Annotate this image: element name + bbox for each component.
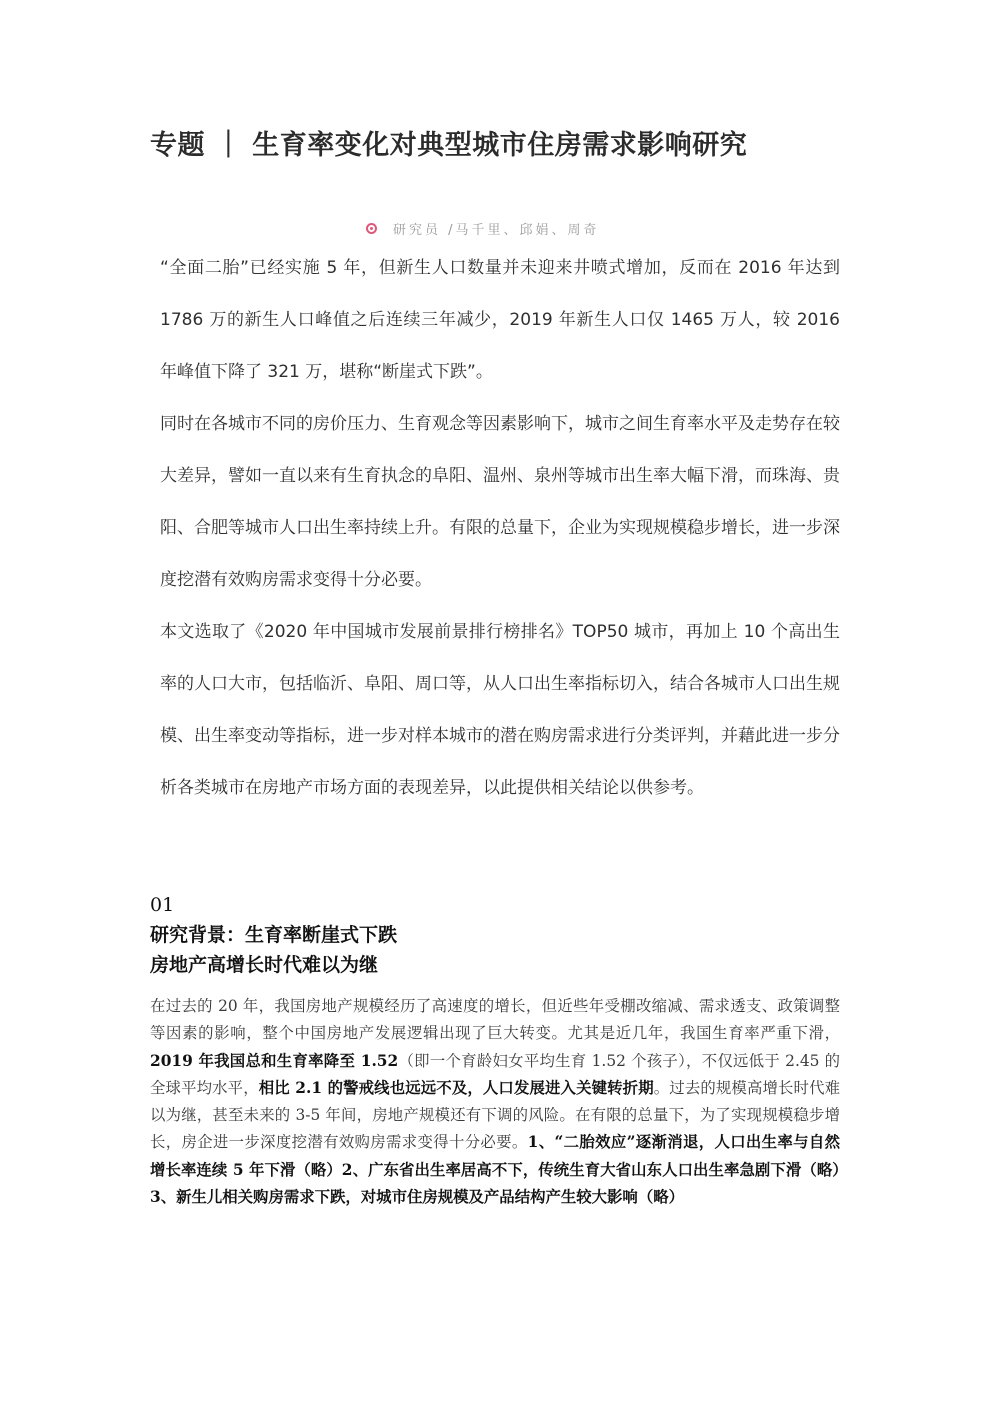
body-text-segment: 在过去的 20 年，我国房地产规模经历了高速度的增长，但近些年受棚改缩减、需求透支、政策调整等因素的影响，整个中国房地产发展逻辑出现了巨大转变。尤其是近几年，我国生育率严重下滑， xyxy=(150,997,840,1043)
section-heading xyxy=(150,890,790,980)
section-heading-line-1 xyxy=(150,890,790,950)
section-number: 01 xyxy=(150,894,175,916)
intro-section xyxy=(160,242,840,814)
section-heading-text-1: 研究背景：生育率断崖式下跌 xyxy=(150,924,398,946)
intro-paragraph: “全面二胎”已经实施 5 年，但新生人口数量并未迎来井喷式增加，反而在 2016 年达到 1786 万的新生人口峰值之后连续三年减少，2019 年新生人口仅 1465 万人，较 2016 年峰值下降了 321 万，堪称“断崖式下跌”。 xyxy=(160,258,840,382)
body-bold-segment: 相比 2.1 的警戒线也远远不及，人口发展进入关键转折期 xyxy=(258,1078,654,1097)
byline-text: 研究员 /马千里、邱娟、周奇 xyxy=(393,222,600,238)
body-bold-segment: 2019 年我国总和生育率降至 1.52 xyxy=(150,1051,399,1070)
page-title: 专题 ｜ 生育率变化对典型城市住房需求影响研究 xyxy=(150,130,748,161)
body-text-segment: （即一个育龄妇女平均生育 1.52 个孩子），不仅远低于 2.45 的全球平均水平， xyxy=(150,1051,841,1097)
section-heading-line-2: 房地产高增长时代难以为继 xyxy=(150,954,379,976)
intro-paragraph: 同时在各城市不同的房价压力、生育观念等因素影响下，城市之间生育率水平及走势存在较大差异，譬如一直以来有生育执念的阜阳、温州、泉州等城市出生率大幅下滑，而珠海、贵阳、合肥等城市人口出生率持续上升。有限的总量下，企业为实现规模稳步增长，进一步深度挖潜有效购房需求变得十分必要。 xyxy=(160,414,840,590)
body-bold-segment: 1、“二胎效应”逐渐消退，人口出生率与自然增长率连续 5 年下滑（略）2、广东省出生率居高不下，传统生育大省山东人口出生率急剧下滑（略）3、新生儿相关购房需求下跌，对城市住房规模及产品结构产生较大影响（略） xyxy=(150,1133,840,1207)
body-paragraph xyxy=(150,993,840,1211)
intro-paragraph: 本文选取了《2020 年中国城市发展前景排行榜排名》TOP50 城市，再加上 10 个高出生率的人口大市，包括临沂、阜阳、周口等，从人口出生率指标切入，结合各城市人口出生规模、出生率变动等指标，进一步对样本城市的潜在购房需求进行分类评判，并藉此进一步分析各类城市在房地产市场方面的表现差异，以此提供相关结论以供参考。 xyxy=(160,622,840,798)
bullseye-icon xyxy=(366,223,377,234)
body-text-segment: 。过去的规模高增长时代难以为继，甚至未来的 3-5 年间，房地产规模还有下调的风险。在有限的总量下，为了实现规模稳步增长，房企进一步深度挖潜有效购房需求变得十分必要。 xyxy=(150,1078,840,1152)
byline xyxy=(366,216,600,240)
